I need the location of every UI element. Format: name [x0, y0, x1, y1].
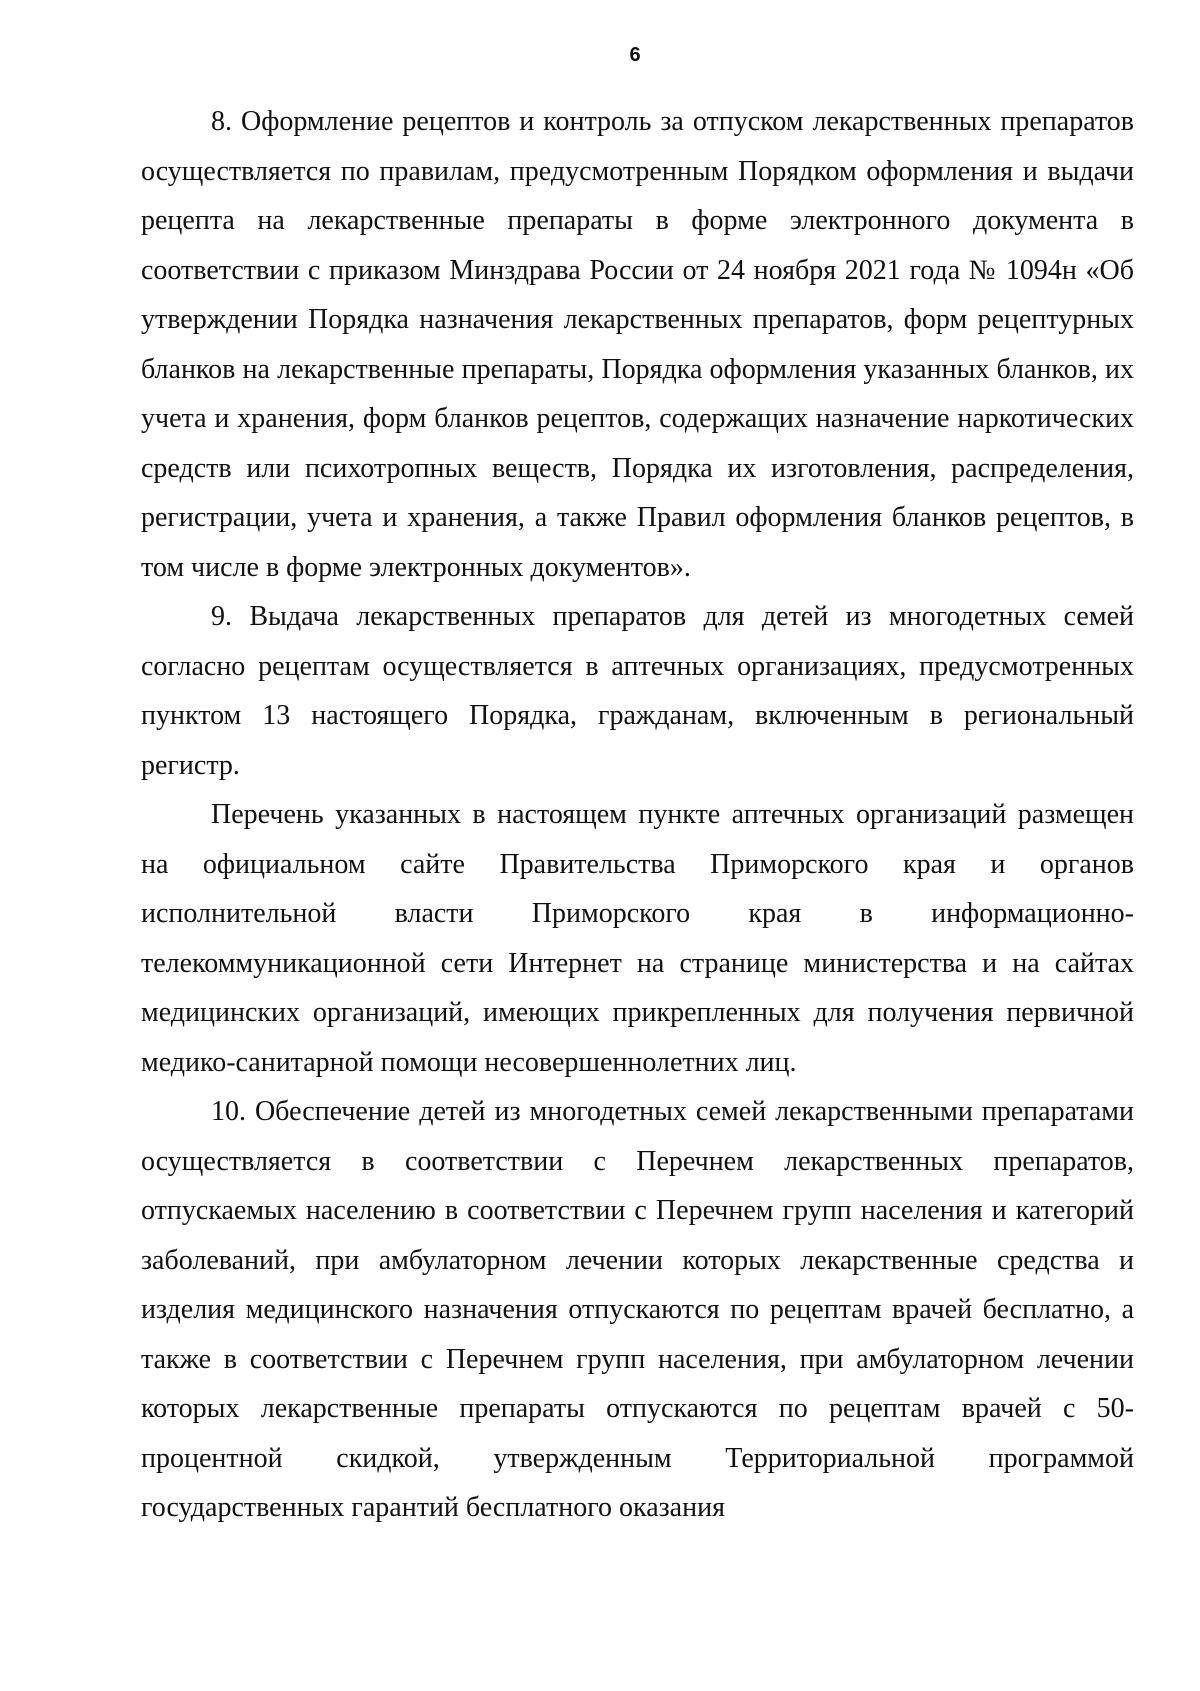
paragraph-pharmacy-list: Перечень указанных в настоящем пункте аптечных организаций размещен на официальном сайте Правительства Приморского края и органов исполнительной власти Приморского края в информационно-телекоммуникационной сети Интернет на странице министерства и на сайтах медицинских организаций, имеющих прикрепленных для получения первичной медико-санитарной помощи несовершеннолетних лиц.	[141, 799, 1134, 1078]
paragraph-8: 8. Оформление рецептов и контроль за отпуском лекарственных препаратов осуществляется по правилам, предусмотренным Порядком оформления и выдачи рецепта на лекарственные препараты в форме электронного документа в соответствии с приказом Минздрава России от 24 ноября 2021 года № 1094н «Об утверждении Порядка назначения лекарственных препаратов, форм рецептурных бланков на лекарственные препараты, Порядка оформления указанных бланков, их учета и хранения, форм бланков рецептов, содержащих назначение наркотических средств или психотропных веществ, Порядка их изготовления, распределения, регистрации, учета и хранения, а также Правил оформления бланков рецептов, в том числе в форме электронных документов».	[141, 106, 1134, 583]
paragraph-9: 9. Выдача лекарственных препаратов для детей из многодетных семей согласно рецептам осуществляется в аптечных организациях, предусмотренных пунктом 13 настоящего Порядка, гражданам, включенным в региональный регистр.	[141, 601, 1134, 781]
page-number: 6	[629, 44, 641, 66]
body-text	[141, 97, 1134, 1533]
paragraph-10: 10. Обеспечение детей из многодетных семей лекарственными препаратами осуществляется в соответствии с Перечнем лекарственных препаратов, отпускаемых населению в соответствии с Перечнем групп населения и категорий заболеваний, при амбулаторном лечении которых лекарственные средства и изделия медицинского назначения отпускаются по рецептам врачей бесплатно, а также в соответствии с Перечнем групп населения, при амбулаторном лечении которых лекарственные препараты отпускаются по рецептам врачей с 50-процентной скидкой, утвержденным Территориальной программой государственных гарантий бесплатного оказания	[141, 1096, 1134, 1523]
